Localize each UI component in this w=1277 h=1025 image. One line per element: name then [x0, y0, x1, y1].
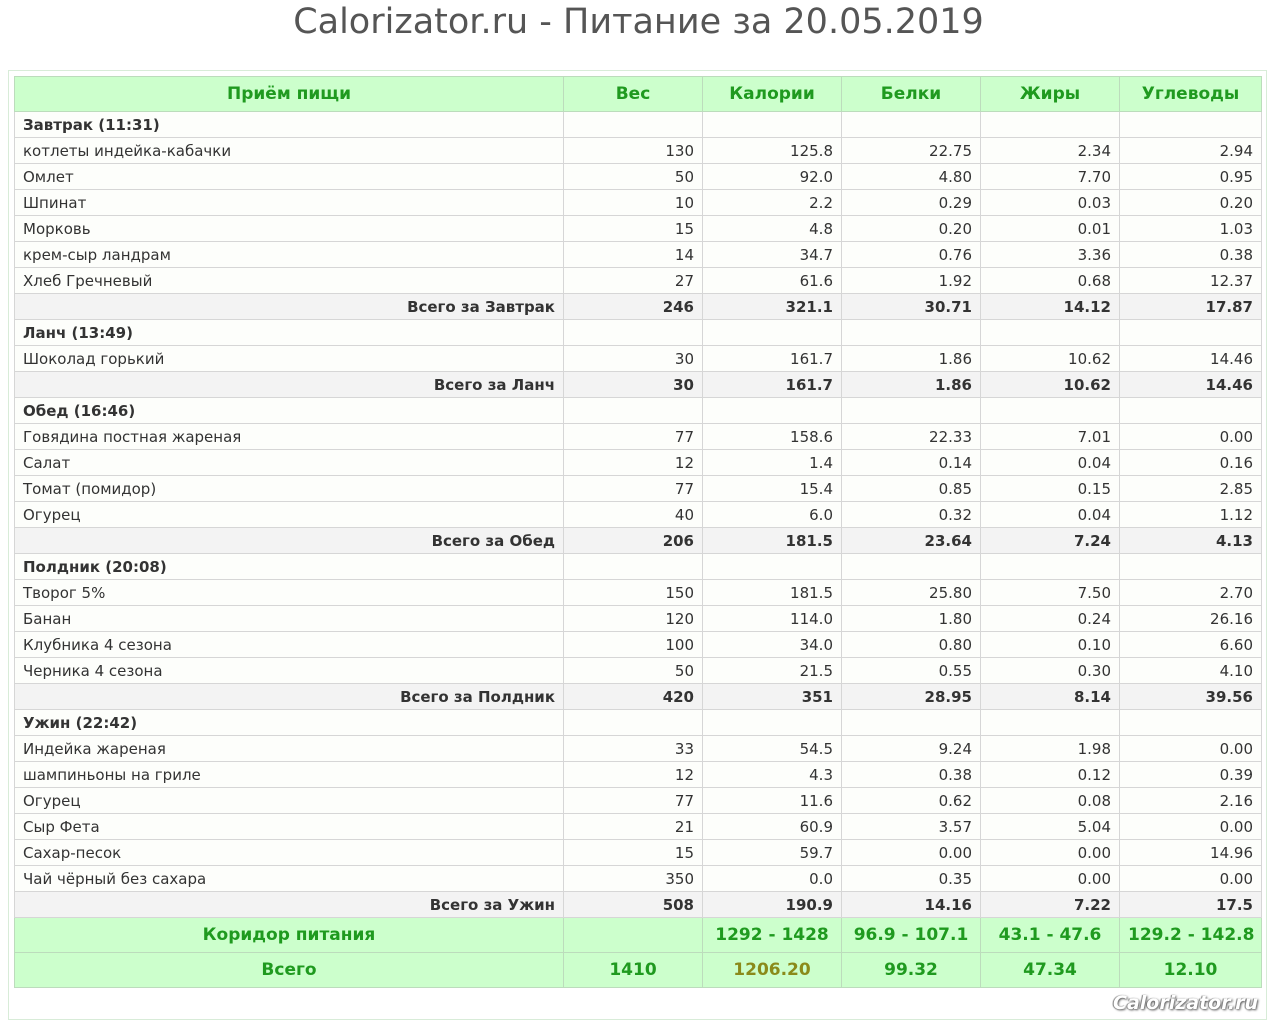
cell-calories: 21.5: [703, 658, 842, 684]
cell-fat: 3.36: [981, 242, 1120, 268]
cell-carbs: 14.96: [1120, 840, 1262, 866]
cell-weight: 10: [564, 190, 703, 216]
food-name: Шоколад горький: [15, 346, 564, 372]
cell-fat: 0.04: [981, 450, 1120, 476]
header-fat: Жиры: [981, 77, 1120, 112]
corridor-fat: 43.1 - 47.6: [981, 918, 1120, 953]
cell-fat: 14.12: [981, 294, 1120, 320]
food-row: [15, 502, 1262, 528]
cell-fat: 0.03: [981, 190, 1120, 216]
cell-calories: 54.5: [703, 736, 842, 762]
cell-calories: 161.7: [703, 346, 842, 372]
cell-weight: 130: [564, 138, 703, 164]
header-meal: Приём пищи: [15, 77, 564, 112]
cell-protein: 22.75: [842, 138, 981, 164]
cell-carbs: 0.95: [1120, 164, 1262, 190]
cell-weight: 14: [564, 242, 703, 268]
cell-fat: 8.14: [981, 684, 1120, 710]
cell-carbs: 17.5: [1120, 892, 1262, 918]
cell-fat: 7.50: [981, 580, 1120, 606]
cell-weight: 50: [564, 164, 703, 190]
corridor-weight: [564, 918, 703, 953]
subtotal-label: Всего за Обед: [15, 528, 564, 554]
cell-weight: 508: [564, 892, 703, 918]
cell-carbs: 6.60: [1120, 632, 1262, 658]
cell-weight: 77: [564, 424, 703, 450]
corridor-protein: 96.9 - 107.1: [842, 918, 981, 953]
cell-protein: 14.16: [842, 892, 981, 918]
cell-protein: 0.62: [842, 788, 981, 814]
cell-carbs: 0.38: [1120, 242, 1262, 268]
cell-fat: 0.12: [981, 762, 1120, 788]
cell-calories: [703, 320, 842, 346]
cell-protein: 0.80: [842, 632, 981, 658]
cell-protein: [842, 398, 981, 424]
cell-weight: [564, 398, 703, 424]
cell-calories: 190.9: [703, 892, 842, 918]
total-protein: 99.32: [842, 953, 981, 988]
cell-calories: [703, 554, 842, 580]
cell-protein: 1.86: [842, 346, 981, 372]
cell-fat: 0.01: [981, 216, 1120, 242]
cell-weight: 12: [564, 450, 703, 476]
cell-calories: 34.7: [703, 242, 842, 268]
cell-carbs: 12.37: [1120, 268, 1262, 294]
cell-calories: 61.6: [703, 268, 842, 294]
food-name: шампиньоны на гриле: [15, 762, 564, 788]
cell-calories: 351: [703, 684, 842, 710]
food-name: крем-сыр ландрам: [15, 242, 564, 268]
food-name: Чай чёрный без сахара: [15, 866, 564, 892]
food-name: Салат: [15, 450, 564, 476]
cell-calories: 125.8: [703, 138, 842, 164]
food-name: Морковь: [15, 216, 564, 242]
header-calories: Калории: [703, 77, 842, 112]
cell-protein: 0.38: [842, 762, 981, 788]
subtotal-row: [15, 294, 1262, 320]
meal-header-row: [15, 320, 1262, 346]
cell-protein: 1.80: [842, 606, 981, 632]
cell-protein: 0.29: [842, 190, 981, 216]
cell-fat: 0.15: [981, 476, 1120, 502]
cell-fat: 0.68: [981, 268, 1120, 294]
cell-carbs: 14.46: [1120, 346, 1262, 372]
food-name: Банан: [15, 606, 564, 632]
cell-carbs: 2.70: [1120, 580, 1262, 606]
food-row: [15, 736, 1262, 762]
food-row: [15, 814, 1262, 840]
subtotal-row: [15, 372, 1262, 398]
cell-protein: 1.86: [842, 372, 981, 398]
cell-weight: 12: [564, 762, 703, 788]
cell-carbs: 14.46: [1120, 372, 1262, 398]
cell-carbs: 0.20: [1120, 190, 1262, 216]
table-body: [15, 112, 1262, 918]
cell-weight: 150: [564, 580, 703, 606]
cell-weight: 27: [564, 268, 703, 294]
corridor-calories: 1292 - 1428: [703, 918, 842, 953]
cell-calories: 2.2: [703, 190, 842, 216]
food-name: Сыр Фета: [15, 814, 564, 840]
header-carbs: Углеводы: [1120, 77, 1262, 112]
cell-fat: 0.00: [981, 866, 1120, 892]
cell-carbs: 2.16: [1120, 788, 1262, 814]
cell-protein: 0.20: [842, 216, 981, 242]
total-fat: 47.34: [981, 953, 1120, 988]
food-name: Огурец: [15, 502, 564, 528]
subtotal-row: [15, 528, 1262, 554]
cell-fat: 7.24: [981, 528, 1120, 554]
cell-carbs: 0.39: [1120, 762, 1262, 788]
food-row: [15, 658, 1262, 684]
subtotal-row: [15, 684, 1262, 710]
food-row: [15, 866, 1262, 892]
food-row: [15, 138, 1262, 164]
food-row: [15, 788, 1262, 814]
cell-weight: 30: [564, 346, 703, 372]
cell-fat: 10.62: [981, 372, 1120, 398]
food-row: [15, 840, 1262, 866]
cell-carbs: 17.87: [1120, 294, 1262, 320]
cell-calories: 0.0: [703, 866, 842, 892]
cell-protein: [842, 320, 981, 346]
cell-protein: 23.64: [842, 528, 981, 554]
cell-carbs: 26.16: [1120, 606, 1262, 632]
corridor-label: Коридор питания: [15, 918, 564, 953]
cell-weight: [564, 710, 703, 736]
cell-carbs: 2.85: [1120, 476, 1262, 502]
cell-calories: 6.0: [703, 502, 842, 528]
cell-calories: 92.0: [703, 164, 842, 190]
subtotal-row: [15, 892, 1262, 918]
corridor-carbs: 129.2 - 142.8: [1120, 918, 1262, 953]
cell-fat: 7.01: [981, 424, 1120, 450]
cell-weight: 120: [564, 606, 703, 632]
total-carbs: 12.10: [1120, 953, 1262, 988]
page-title: Calorizator.ru - Питание за 20.05.2019: [293, 2, 984, 42]
cell-weight: 15: [564, 216, 703, 242]
cell-protein: 4.80: [842, 164, 981, 190]
food-row: [15, 164, 1262, 190]
cell-calories: 1.4: [703, 450, 842, 476]
cell-calories: 321.1: [703, 294, 842, 320]
cell-calories: 181.5: [703, 528, 842, 554]
cell-protein: 1.92: [842, 268, 981, 294]
cell-protein: 0.14: [842, 450, 981, 476]
cell-fat: [981, 710, 1120, 736]
cell-calories: 114.0: [703, 606, 842, 632]
cell-protein: 0.00: [842, 840, 981, 866]
cell-carbs: [1120, 554, 1262, 580]
cell-fat: 0.08: [981, 788, 1120, 814]
cell-protein: 0.35: [842, 866, 981, 892]
cell-carbs: 39.56: [1120, 684, 1262, 710]
cell-protein: 30.71: [842, 294, 981, 320]
cell-calories: 161.7: [703, 372, 842, 398]
food-name: Сахар-песок: [15, 840, 564, 866]
food-row: [15, 424, 1262, 450]
food-name: Огурец: [15, 788, 564, 814]
cell-carbs: [1120, 112, 1262, 138]
cell-weight: 206: [564, 528, 703, 554]
table-header-row: [15, 77, 1262, 112]
cell-weight: [564, 320, 703, 346]
total-row: [15, 953, 1262, 988]
food-row: [15, 476, 1262, 502]
cell-calories: 4.3: [703, 762, 842, 788]
cell-calories: 15.4: [703, 476, 842, 502]
food-row: [15, 450, 1262, 476]
cell-carbs: 2.94: [1120, 138, 1262, 164]
food-row: [15, 762, 1262, 788]
cell-weight: 100: [564, 632, 703, 658]
cell-fat: 0.30: [981, 658, 1120, 684]
watermark-logo: Calorizator.ru: [1113, 992, 1259, 1014]
total-weight: 1410: [564, 953, 703, 988]
food-name: Индейка жареная: [15, 736, 564, 762]
food-row: [15, 242, 1262, 268]
cell-carbs: 1.03: [1120, 216, 1262, 242]
meal-title: Завтрак (11:31): [15, 112, 564, 138]
subtotal-label: Всего за Полдник: [15, 684, 564, 710]
cell-fat: 5.04: [981, 814, 1120, 840]
total-calories: 1206.20: [703, 953, 842, 988]
cell-weight: 77: [564, 788, 703, 814]
meal-title: Полдник (20:08): [15, 554, 564, 580]
cell-fat: [981, 398, 1120, 424]
cell-carbs: 0.16: [1120, 450, 1262, 476]
cell-protein: 22.33: [842, 424, 981, 450]
cell-weight: 246: [564, 294, 703, 320]
cell-calories: 11.6: [703, 788, 842, 814]
cell-fat: 7.70: [981, 164, 1120, 190]
cell-weight: 15: [564, 840, 703, 866]
meal-title: Ланч (13:49): [15, 320, 564, 346]
meal-header-row: [15, 554, 1262, 580]
cell-fat: [981, 320, 1120, 346]
cell-calories: 60.9: [703, 814, 842, 840]
cell-weight: 21: [564, 814, 703, 840]
cell-weight: 350: [564, 866, 703, 892]
food-row: [15, 632, 1262, 658]
food-name: Говядина постная жареная: [15, 424, 564, 450]
cell-protein: 3.57: [842, 814, 981, 840]
cell-protein: [842, 710, 981, 736]
cell-carbs: 0.00: [1120, 814, 1262, 840]
subtotal-label: Всего за Ланч: [15, 372, 564, 398]
food-row: [15, 580, 1262, 606]
total-label: Всего: [15, 953, 564, 988]
food-name: Шпинат: [15, 190, 564, 216]
cell-fat: [981, 554, 1120, 580]
meal-header-row: [15, 398, 1262, 424]
cell-carbs: [1120, 710, 1262, 736]
cell-calories: 181.5: [703, 580, 842, 606]
cell-carbs: 1.12: [1120, 502, 1262, 528]
header-protein: Белки: [842, 77, 981, 112]
cell-weight: 30: [564, 372, 703, 398]
cell-calories: 4.8: [703, 216, 842, 242]
cell-protein: [842, 554, 981, 580]
cell-protein: 28.95: [842, 684, 981, 710]
cell-fat: 10.62: [981, 346, 1120, 372]
cell-weight: 40: [564, 502, 703, 528]
cell-protein: 0.85: [842, 476, 981, 502]
cell-protein: 9.24: [842, 736, 981, 762]
cell-calories: 34.0: [703, 632, 842, 658]
cell-calories: 59.7: [703, 840, 842, 866]
cell-fat: 0.04: [981, 502, 1120, 528]
cell-carbs: 0.00: [1120, 424, 1262, 450]
food-name: Хлеб Гречневый: [15, 268, 564, 294]
cell-carbs: 0.00: [1120, 866, 1262, 892]
cell-weight: 420: [564, 684, 703, 710]
cell-fat: 1.98: [981, 736, 1120, 762]
cell-protein: [842, 112, 981, 138]
cell-protein: 0.55: [842, 658, 981, 684]
food-name: Творог 5%: [15, 580, 564, 606]
subtotal-label: Всего за Завтрак: [15, 294, 564, 320]
meal-title: Ужин (22:42): [15, 710, 564, 736]
cell-fat: 0.24: [981, 606, 1120, 632]
cell-protein: 0.76: [842, 242, 981, 268]
meal-header-row: [15, 710, 1262, 736]
header-weight: Вес: [564, 77, 703, 112]
cell-weight: 33: [564, 736, 703, 762]
cell-carbs: [1120, 320, 1262, 346]
food-name: Омлет: [15, 164, 564, 190]
cell-carbs: [1120, 398, 1262, 424]
cell-carbs: 4.10: [1120, 658, 1262, 684]
cell-weight: [564, 112, 703, 138]
cell-calories: 158.6: [703, 424, 842, 450]
food-name: Томат (помидор): [15, 476, 564, 502]
cell-fat: 0.00: [981, 840, 1120, 866]
nutrition-table: [14, 76, 1262, 988]
corridor-row: [15, 918, 1262, 953]
cell-weight: 50: [564, 658, 703, 684]
food-row: [15, 190, 1262, 216]
food-name: Черника 4 сезона: [15, 658, 564, 684]
cell-weight: 77: [564, 476, 703, 502]
cell-protein: 25.80: [842, 580, 981, 606]
subtotal-label: Всего за Ужин: [15, 892, 564, 918]
cell-calories: [703, 398, 842, 424]
food-row: [15, 216, 1262, 242]
food-row: [15, 606, 1262, 632]
cell-calories: [703, 710, 842, 736]
cell-calories: [703, 112, 842, 138]
food-row: [15, 346, 1262, 372]
cell-fat: 2.34: [981, 138, 1120, 164]
food-name: котлеты индейка-кабачки: [15, 138, 564, 164]
food-row: [15, 268, 1262, 294]
food-name: Клубника 4 сезона: [15, 632, 564, 658]
cell-protein: 0.32: [842, 502, 981, 528]
cell-fat: [981, 112, 1120, 138]
cell-carbs: 0.00: [1120, 736, 1262, 762]
meal-title: Обед (16:46): [15, 398, 564, 424]
cell-fat: 7.22: [981, 892, 1120, 918]
cell-carbs: 4.13: [1120, 528, 1262, 554]
cell-fat: 0.10: [981, 632, 1120, 658]
cell-weight: [564, 554, 703, 580]
meal-header-row: [15, 112, 1262, 138]
